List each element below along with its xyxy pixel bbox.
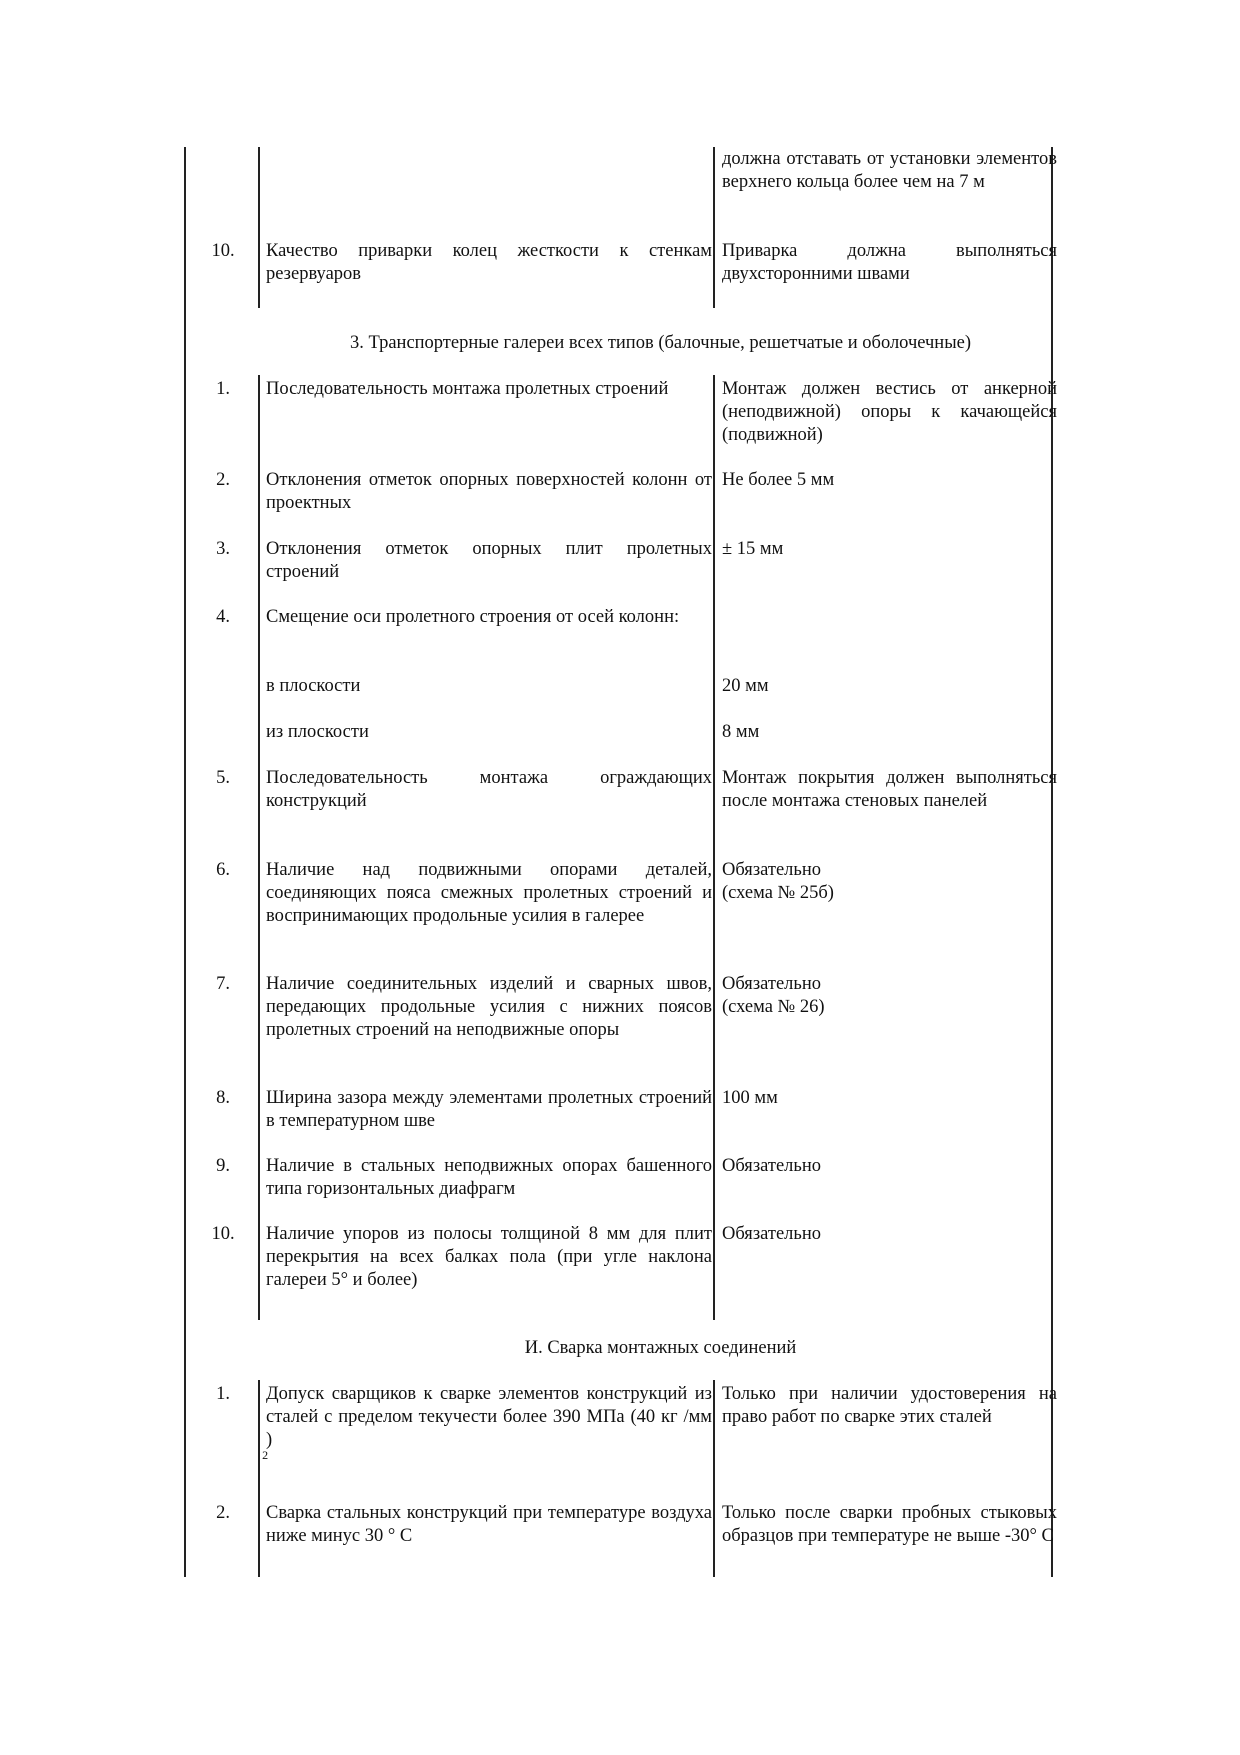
table-border-col2 bbox=[713, 147, 715, 308]
row-number: 2. bbox=[216, 1503, 230, 1523]
row-description: Наличие над подвижными опорами деталей, соединяющих пояса смежных пролетных строений и воспринимающих продольные усилия в галерее bbox=[266, 860, 712, 926]
section-title: 3. Транспортерные галереи всех типов (балочные, решетчатые и оболочечные) bbox=[349, 333, 972, 353]
row-value: Приварка должна выполняться двухсторонними швами bbox=[722, 241, 1057, 284]
row-value: 20 мм bbox=[722, 676, 769, 696]
row-number: 1. bbox=[216, 379, 230, 399]
table-border-col2 bbox=[713, 1380, 715, 1577]
table-border-col2 bbox=[713, 375, 715, 1320]
row-description: Наличие упоров из полосы толщиной 8 мм для плит перекрытия на всех балках пола (при угле наклона галереи 5° и более) bbox=[266, 1224, 712, 1290]
row-value: Монтаж покрытия должен выполняться после монтажа стеновых панелей bbox=[722, 768, 1057, 811]
continuation-value: должна отставать от установки элементов верхнего кольца более чем на 7 м bbox=[722, 149, 1057, 192]
row-description: Качество приварки колец жесткости к стенкам резервуаров bbox=[266, 241, 712, 284]
row-value: Обязательно bbox=[722, 860, 821, 880]
row-value: Монтаж должен вестись от анкерной (неподвижной) опоры к качающейся (подвижной) bbox=[722, 379, 1057, 445]
row-description: Последовательность монтажа пролетных строений bbox=[266, 379, 669, 399]
row-number: 7. bbox=[216, 974, 230, 994]
table-border-col1 bbox=[258, 1380, 260, 1577]
row-number: 4. bbox=[216, 607, 230, 627]
row-value-note: (схема № 26) bbox=[722, 997, 825, 1017]
row-value: Обязательно bbox=[722, 974, 821, 994]
table-border-col1 bbox=[258, 147, 260, 308]
row-description: из плоскости bbox=[266, 722, 369, 742]
row-value-note: (схема № 25б) bbox=[722, 883, 834, 903]
row-number: 9. bbox=[216, 1156, 230, 1176]
row-value: Обязательно bbox=[722, 1156, 821, 1176]
row-description: в плоскости bbox=[266, 676, 361, 696]
row-description: Отклонения отметок опорных поверхностей колонн от проектных bbox=[266, 470, 712, 513]
row-number: 10. bbox=[211, 241, 235, 261]
row-number: 5. bbox=[216, 768, 230, 788]
row-description: Смещение оси пролетного строения от осей колонн: bbox=[266, 607, 680, 627]
row-description: Сварка стальных конструкций при температуре воздуха ниже минус 30 ° С bbox=[266, 1503, 712, 1546]
superscript: 2 bbox=[262, 1448, 269, 1462]
row-description: Отклонения отметок опорных плит пролетных строений bbox=[266, 539, 712, 582]
row-description-text: Допуск сварщиков к сварке элементов конструкций из сталей с пределом текучести более 390 МПа (40 кг /мм ) bbox=[266, 1384, 712, 1450]
row-description: Наличие в стальных неподвижных опорах башенного типа горизонтальных диафрагм bbox=[266, 1156, 712, 1199]
table-border-col1 bbox=[258, 375, 260, 1320]
row-description: Ширина зазора между элементами пролетных строений в температурном шве bbox=[266, 1088, 712, 1131]
row-number: 3. bbox=[216, 539, 230, 559]
row-number: 2. bbox=[216, 470, 230, 490]
row-number: 1. bbox=[216, 1384, 230, 1404]
row-value: ± 15 мм bbox=[722, 539, 784, 559]
row-description: Последовательность монтажа ограждающих конструкций bbox=[266, 768, 712, 811]
row-value: 8 мм bbox=[722, 722, 760, 742]
row-value: Обязательно bbox=[722, 1224, 821, 1244]
section-title: И. Сварка монтажных соединений bbox=[524, 1338, 797, 1358]
row-value: Только после сварки пробных стыковых образцов при температуре не выше -30° С bbox=[722, 1503, 1057, 1546]
row-description: Наличие соединительных изделий и сварных швов, передающих продольные усилия с нижних поясов пролетных строений на неподвижные опоры bbox=[266, 974, 712, 1040]
row-description bbox=[262, 1383, 712, 1462]
row-number: 10. bbox=[211, 1224, 235, 1244]
row-value: Не более 5 мм bbox=[722, 470, 835, 490]
row-number: 8. bbox=[216, 1088, 230, 1108]
row-number: 6. bbox=[216, 860, 230, 880]
row-value: 100 мм bbox=[722, 1088, 778, 1108]
row-value: Только при наличии удостоверения на право работ по сварке этих сталей bbox=[722, 1384, 1057, 1427]
